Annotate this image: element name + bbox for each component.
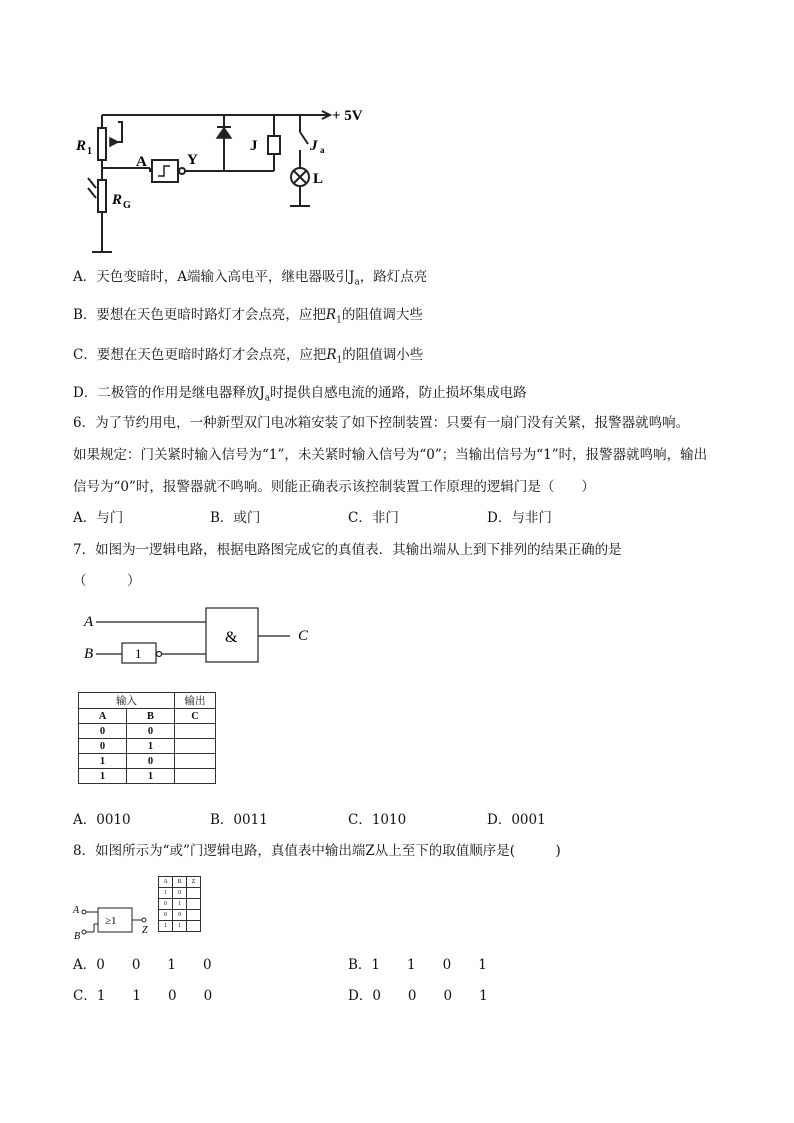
q7-header-a: A [79,709,127,724]
q7-input-b: B [84,646,94,662]
q8-option-b: B．1 1 0 1 [348,957,487,973]
table-cell[interactable] [175,754,216,769]
q8-input-b: B [74,931,81,942]
rg-sub: G [123,200,131,211]
q6-option-a: A．与门 [73,510,124,526]
table-cell: 1 [173,899,187,910]
r1-label: R [76,138,87,154]
q8-option-d: D．0 0 0 1 [348,988,488,1004]
q7-group-input: 输入 [79,693,175,709]
table-row [79,724,216,739]
q7-not-gate-symbol: 1 [135,646,142,661]
table-cell: 0 [173,888,187,899]
q7-line-2: （ ） [73,573,141,589]
table-cell[interactable] [187,910,201,921]
lamp-l-label: L [313,171,324,187]
relay-circuit-diagram [70,100,390,260]
q8-truth-table [158,876,201,932]
q7-and-gate-symbol: & [225,629,238,646]
r1-sub: 1 [87,146,92,157]
q5-option-a: A．天色变暗时，A端输入高电平，继电器吸引$J_a$，路灯点亮 [73,269,428,288]
table-cell[interactable] [175,724,216,739]
table-row [159,899,201,910]
q8-option-a: A．0 0 1 0 [73,957,212,973]
output-y-label: Y [187,152,198,168]
q7-line-1: 7．如图为一逻辑电路，根据电路图完成它的真值表．其输出端从上到下排列的结果正确的是 [73,542,622,558]
q7-logic-circuit [78,600,328,670]
q7-group-output: 输出 [175,693,216,709]
q5-option-d: D．二极管的作用是继电器释放$J_a$时提供自感电流的通路，防止损坏集成电路 [73,385,527,404]
table-cell[interactable] [187,921,201,932]
table-cell: 0 [173,910,187,921]
switch-ja-sub: a [320,145,325,155]
q8-or-gate-symbol: ≥1 [105,915,117,927]
relay-j-label: J [250,138,258,154]
q5-option-c: C．要想在天色更暗时路灯才会点亮，应把$R_1$的阻值调小些 [73,347,424,366]
table-cell: 1 [127,739,175,754]
table-cell[interactable] [187,888,201,899]
q7-option-a: A．0010 [73,812,131,828]
q7-header-b: B [127,709,175,724]
q8-output-z: Z [142,925,148,936]
q8-or-gate-circuit [72,896,158,942]
q7-option-c: C．1010 [348,812,407,828]
vcc-label: + 5V [332,108,363,124]
table-row [159,921,201,932]
table-cell: 1 [159,921,173,932]
table-cell: 1 [127,769,175,784]
table-cell[interactable] [187,899,201,910]
table-row [79,754,216,769]
q7-output-c: C [298,628,309,644]
table-cell: 1 [79,769,127,784]
table-cell: 0 [159,899,173,910]
q8-input-a: A [73,905,80,916]
q5-option-b: B．要想在天色更暗时路灯才会点亮，应把$R_1$的阻值调大些 [73,307,423,326]
q6-option-c: C．非门 [348,510,399,526]
q8-header-b: B [173,877,187,888]
q7-truth-table [78,692,216,784]
switch-ja-label: J [310,138,318,154]
q6-line-1: 6．为了节约用电，一种新型双门电冰箱安装了如下控制装置：只要有一扇门没有关紧，报警器就鸣响。 [73,415,690,431]
table-cell: 1 [79,754,127,769]
table-row [79,739,216,754]
table-cell: 0 [127,754,175,769]
q6-option-d: D．与非门 [487,510,552,526]
table-cell: 0 [159,910,173,921]
table-row [79,769,216,784]
q8-line-1: 8．如图所示为“或”门逻辑电路，真值表中输出端Z从上至下的取值顺序是( ) [73,843,561,859]
q6-option-b: B．或门 [210,510,261,526]
input-a-label: A [136,154,147,170]
table-cell: 1 [159,888,173,899]
table-cell: 1 [173,921,187,932]
table-cell[interactable] [175,739,216,754]
table-cell: 0 [79,739,127,754]
q6-line-3: 信号为“0”时，报警器就不鸣响。则能正确表示该控制装置工作原理的逻辑门是（ ） [73,479,595,495]
rg-label: R [112,192,123,208]
table-row [159,888,201,899]
q8-header-a: A [159,877,173,888]
q8-option-c: C．1 1 0 0 [73,988,213,1004]
q7-input-a: A [84,614,94,630]
q7-option-d: D．0001 [487,812,546,828]
table-row [159,910,201,921]
table-cell[interactable] [175,769,216,784]
table-cell: 0 [79,724,127,739]
table-cell: 0 [127,724,175,739]
q7-option-b: B．0011 [210,812,268,828]
q6-line-2: 如果规定：门关紧时输入信号为“1”，未关紧时输入信号为“0”；当输出信号为“1”时，报警器就鸣响，输出 [73,447,708,463]
q7-header-c: C [175,709,216,724]
q8-header-z: Z [187,877,201,888]
